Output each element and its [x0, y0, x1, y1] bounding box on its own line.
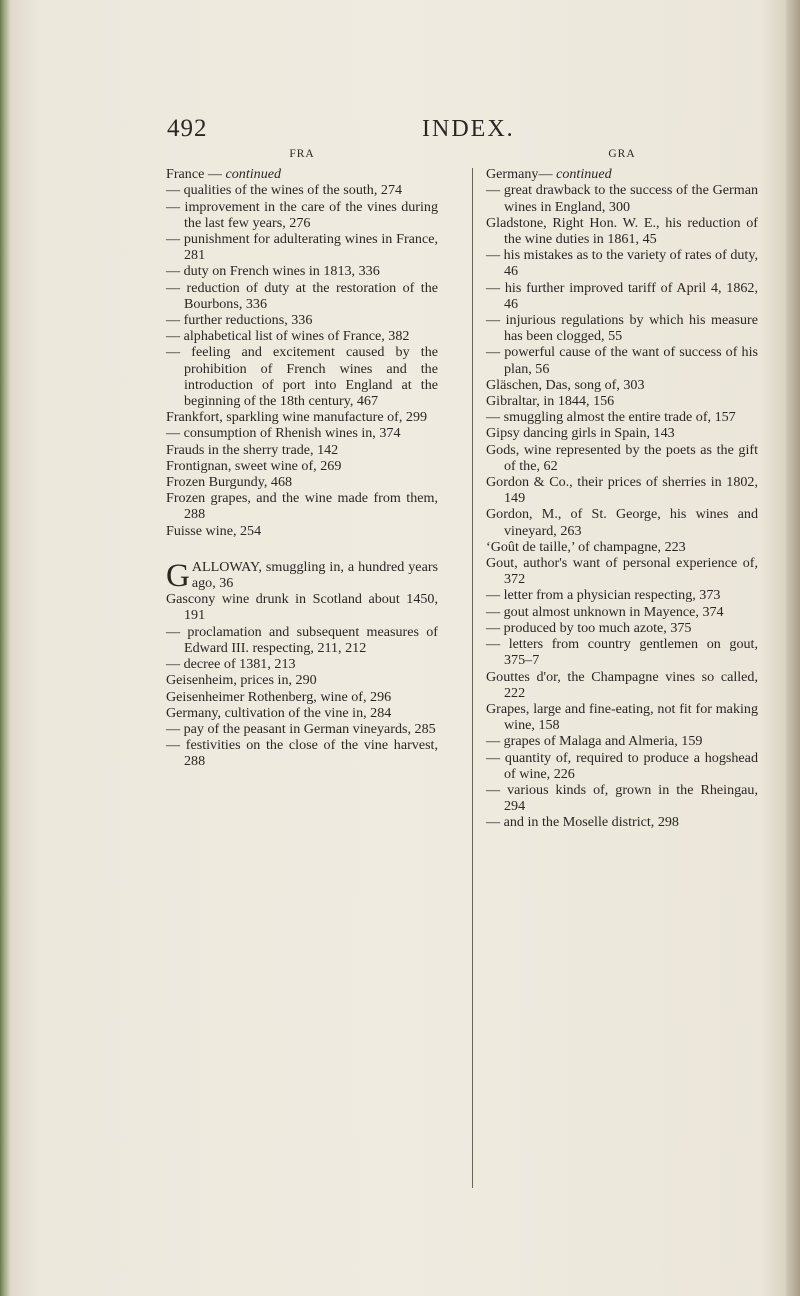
index-entry: — reduction of duty at the restoration of the Bourbons, 336 — [166, 279, 438, 312]
index-entry: Gläschen, Das, song of, 303 — [486, 376, 645, 393]
index-entry: — grapes of Malaga and Almeria, 159 — [486, 733, 703, 750]
entry-headword: France — — [166, 166, 222, 183]
index-entry: — improvement in the care of the vines during the last few years, 276 — [166, 198, 438, 231]
column-divider — [472, 168, 473, 1188]
index-entry: — letters from country gentlemen on gout, 375–7 — [486, 636, 758, 669]
index-entry: Gouttes d'or, the Champagne vines so called, 222 — [486, 668, 758, 701]
index-entry: — decree of 1381, 213 — [166, 656, 296, 673]
running-title: INDEX. — [422, 116, 515, 142]
continued-label: continued — [225, 166, 282, 183]
index-entry: — injurious regulations by which his measure has been clogged, 55 — [486, 312, 758, 345]
index-entry: — festivities on the close of the vine harvest, 288 — [166, 737, 438, 770]
index-column-right — [486, 146, 758, 831]
index-entry: — qualities of the wines of the south, 274 — [166, 182, 403, 199]
index-entry: — feeling and excitement caused by the prohibition of French wines and the introduction of port into England at the beginning of the 18th century, 467 — [166, 344, 438, 410]
entry-list — [486, 182, 758, 830]
index-entry: Gladstone, Right Hon. W. E., his reduction of the wine duties in 1861, 45 — [486, 214, 758, 248]
index-entry: — his further improved tariff of April 4, 1862, 46 — [486, 279, 758, 312]
column-heading: GRA — [608, 148, 636, 160]
index-entry: — quantity of, required to produce a hogshead of wine, 226 — [486, 749, 758, 782]
index-entry: — pay of the peasant in German vineyards, 285 — [166, 720, 436, 737]
index-entry: — punishment for adulterating wines in France, 281 — [166, 231, 438, 264]
index-entry — [166, 557, 438, 594]
index-entry: Geisenheimer Rothenberg, wine of, 296 — [166, 688, 392, 705]
index-entry: Gods, wine represented by the poets as the gift of the, 62 — [486, 441, 758, 474]
entry-list — [166, 182, 438, 538]
index-entry: Fuisse wine, 254 — [166, 522, 262, 539]
continued-label: continued — [556, 166, 612, 183]
drop-cap: G — [166, 557, 190, 594]
index-entry: — consumption of Rhenish wines in, 374 — [166, 425, 401, 442]
index-entry: — powerful cause of the want of success of his plan, 56 — [486, 344, 758, 377]
index-entry: — alphabetical list of wines of France, 382 — [166, 328, 410, 345]
index-entry: Geisenheim, prices in, 290 — [166, 672, 317, 689]
index-entry: Frankfort, sparkling wine manufacture of, 299 — [166, 409, 428, 426]
index-entry: — gout almost unknown in Mayence, 374 — [486, 603, 724, 620]
index-entry: — smuggling almost the entire trade of, 157 — [486, 409, 736, 426]
page-edge-left — [0, 0, 10, 1296]
index-entry: — duty on French wines in 1813, 336 — [166, 263, 380, 280]
page-number: 492 — [167, 115, 208, 142]
index-entry: ‘Goût de taille,’ of champagne, 223 — [486, 538, 686, 555]
index-entry: — his mistakes as to the variety of rates of duty, 46 — [486, 247, 758, 280]
index-entry: — produced by too much azote, 375 — [486, 619, 692, 636]
index-column-left — [166, 146, 438, 770]
index-entry: Frozen grapes, and the wine made from them, 288 — [166, 490, 438, 523]
entry-headword: Germany— — [486, 166, 553, 183]
index-entry: Gascony wine drunk in Scotland about 1450, 191 — [166, 591, 438, 624]
page-edge-right — [786, 0, 800, 1296]
index-entry: — great drawback to the success of the German wines in England, 300 — [486, 182, 758, 215]
index-entry: — proclamation and subsequent measures of Edward III. respecting, 211, 212 — [166, 623, 438, 656]
entry-text: ALLOWAY, smuggling in, a hundred years ago, 36 — [191, 558, 438, 592]
index-entry: Gordon, M., of St. George, his wines and vineyard, 263 — [486, 506, 758, 539]
index-entry: Frozen Burgundy, 468 — [166, 474, 293, 491]
index-entry — [166, 166, 438, 182]
index-entry: Frauds in the sherry trade, 142 — [166, 441, 339, 458]
index-entry: Gout, author's want of personal experience of, 372 — [486, 555, 758, 588]
index-entry: Gipsy dancing girls in Spain, 143 — [486, 425, 675, 442]
index-entry: Germany, cultivation of the vine in, 284 — [166, 704, 392, 721]
index-entry: — various kinds of, grown in the Rheingau, 294 — [486, 781, 758, 815]
index-entry: Grapes, large and fine-eating, not fit for making wine, 158 — [486, 700, 758, 734]
index-entry: Gordon & Co., their prices of sherries in 1802, 149 — [486, 474, 758, 507]
index-entry: Frontignan, sweet wine of, 269 — [166, 457, 342, 474]
index-entry: — and in the Moselle district, 298 — [486, 814, 679, 831]
index-entry: — further reductions, 336 — [166, 312, 313, 329]
index-entry: Gibraltar, in 1844, 156 — [486, 393, 615, 410]
column-heading: FRA — [289, 148, 315, 160]
index-entry — [486, 166, 758, 182]
entry-list — [166, 591, 438, 769]
index-entry: — letter from a physician respecting, 373 — [486, 587, 721, 604]
